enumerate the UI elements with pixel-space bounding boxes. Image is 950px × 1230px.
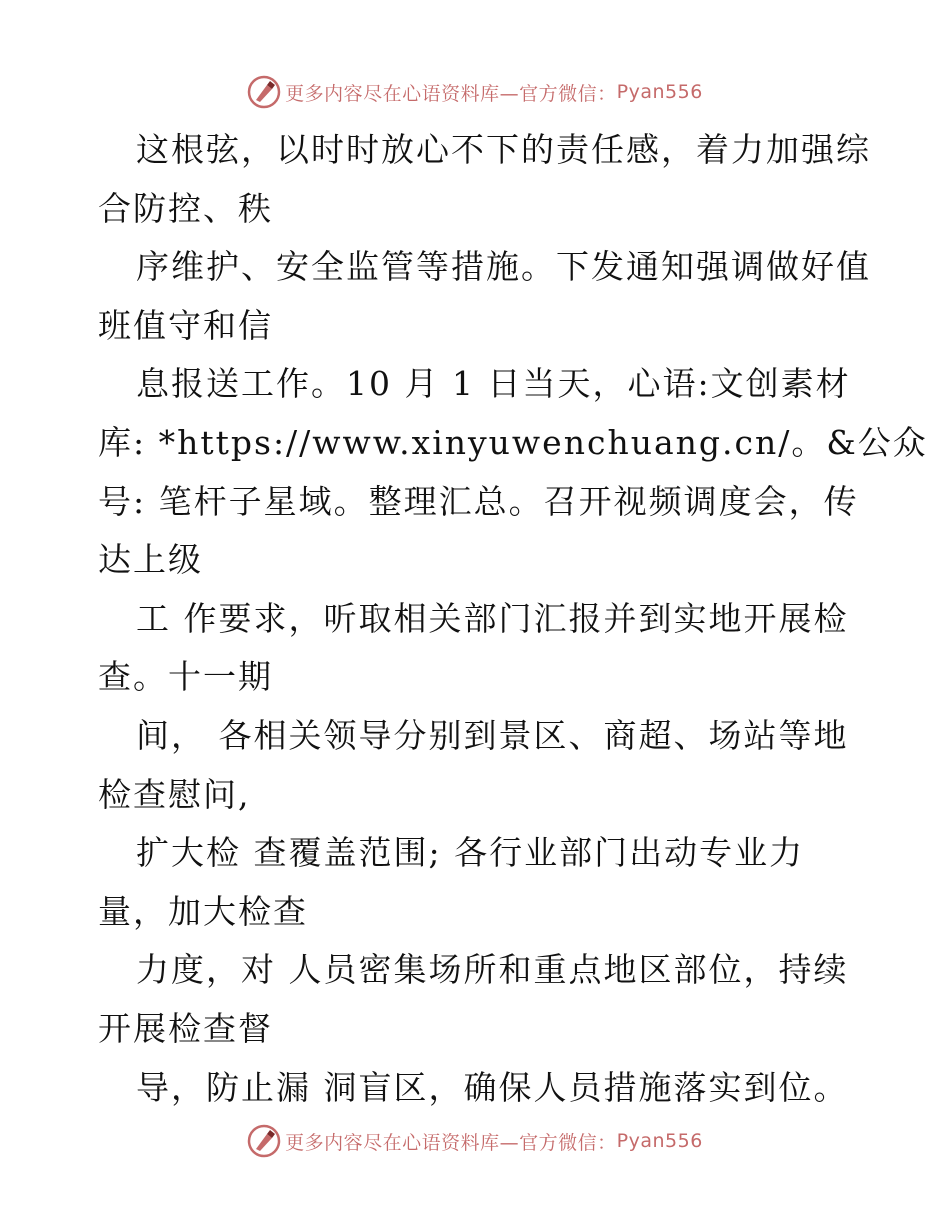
text-line: 力度，对 人员密集场所和重点地区部位，持续 <box>136 950 849 990</box>
header-banner-text: 更多内容尽在心语资料库—官方微信： <box>285 82 617 105</box>
pen-nib-logo-icon <box>247 75 281 109</box>
page-header <box>0 72 950 112</box>
text-line: 达上级 <box>98 540 203 580</box>
text-line: 开展检查督 <box>98 1008 273 1048</box>
page-footer <box>0 1121 950 1161</box>
text-line: 查。十一期 <box>98 657 273 697</box>
text-line: 扩大检 查覆盖范围; 各行业部门出动专业力 <box>136 833 805 873</box>
text-line: 工 作要求，听取相关部门汇报并到实地开展检 <box>136 598 849 638</box>
footer-banner-text: 更多内容尽在心语资料库—官方微信： <box>285 1131 617 1154</box>
text-line: 量，加大检查 <box>98 891 308 931</box>
text-line: 间， 各相关领导分别到景区、商超、场站等地 <box>136 715 849 755</box>
text-line: 导，防止漏 洞盲区，确保人员措施落实到位。 <box>136 1067 849 1107</box>
text-line: 检查慰问, <box>98 774 251 814</box>
text-line: 这根弦，以时时放心不下的责任感，着力加强综 <box>136 130 871 169</box>
text-line: 息报送工作。10 月 1 日当天，心语:文创素材 <box>136 364 851 404</box>
text-line: 序维护、安全监管等措施。下发通知强调做好值 <box>136 247 871 287</box>
header-wechat-id: Pyan556 <box>616 81 703 103</box>
document-body <box>98 121 928 1117</box>
pen-nib-logo-icon <box>247 1124 281 1158</box>
text-line: 合防控、秩 <box>98 188 273 228</box>
text-line: 班值守和信 <box>98 305 273 345</box>
footer-wechat-id: Pyan556 <box>616 1130 703 1152</box>
text-line: 号: 笔杆子星域。整理汇总。召开视频调度会，传 <box>98 481 859 521</box>
text-line: 库: *https://www.xinyuwenchuang.cn/。&公众 <box>98 422 928 462</box>
